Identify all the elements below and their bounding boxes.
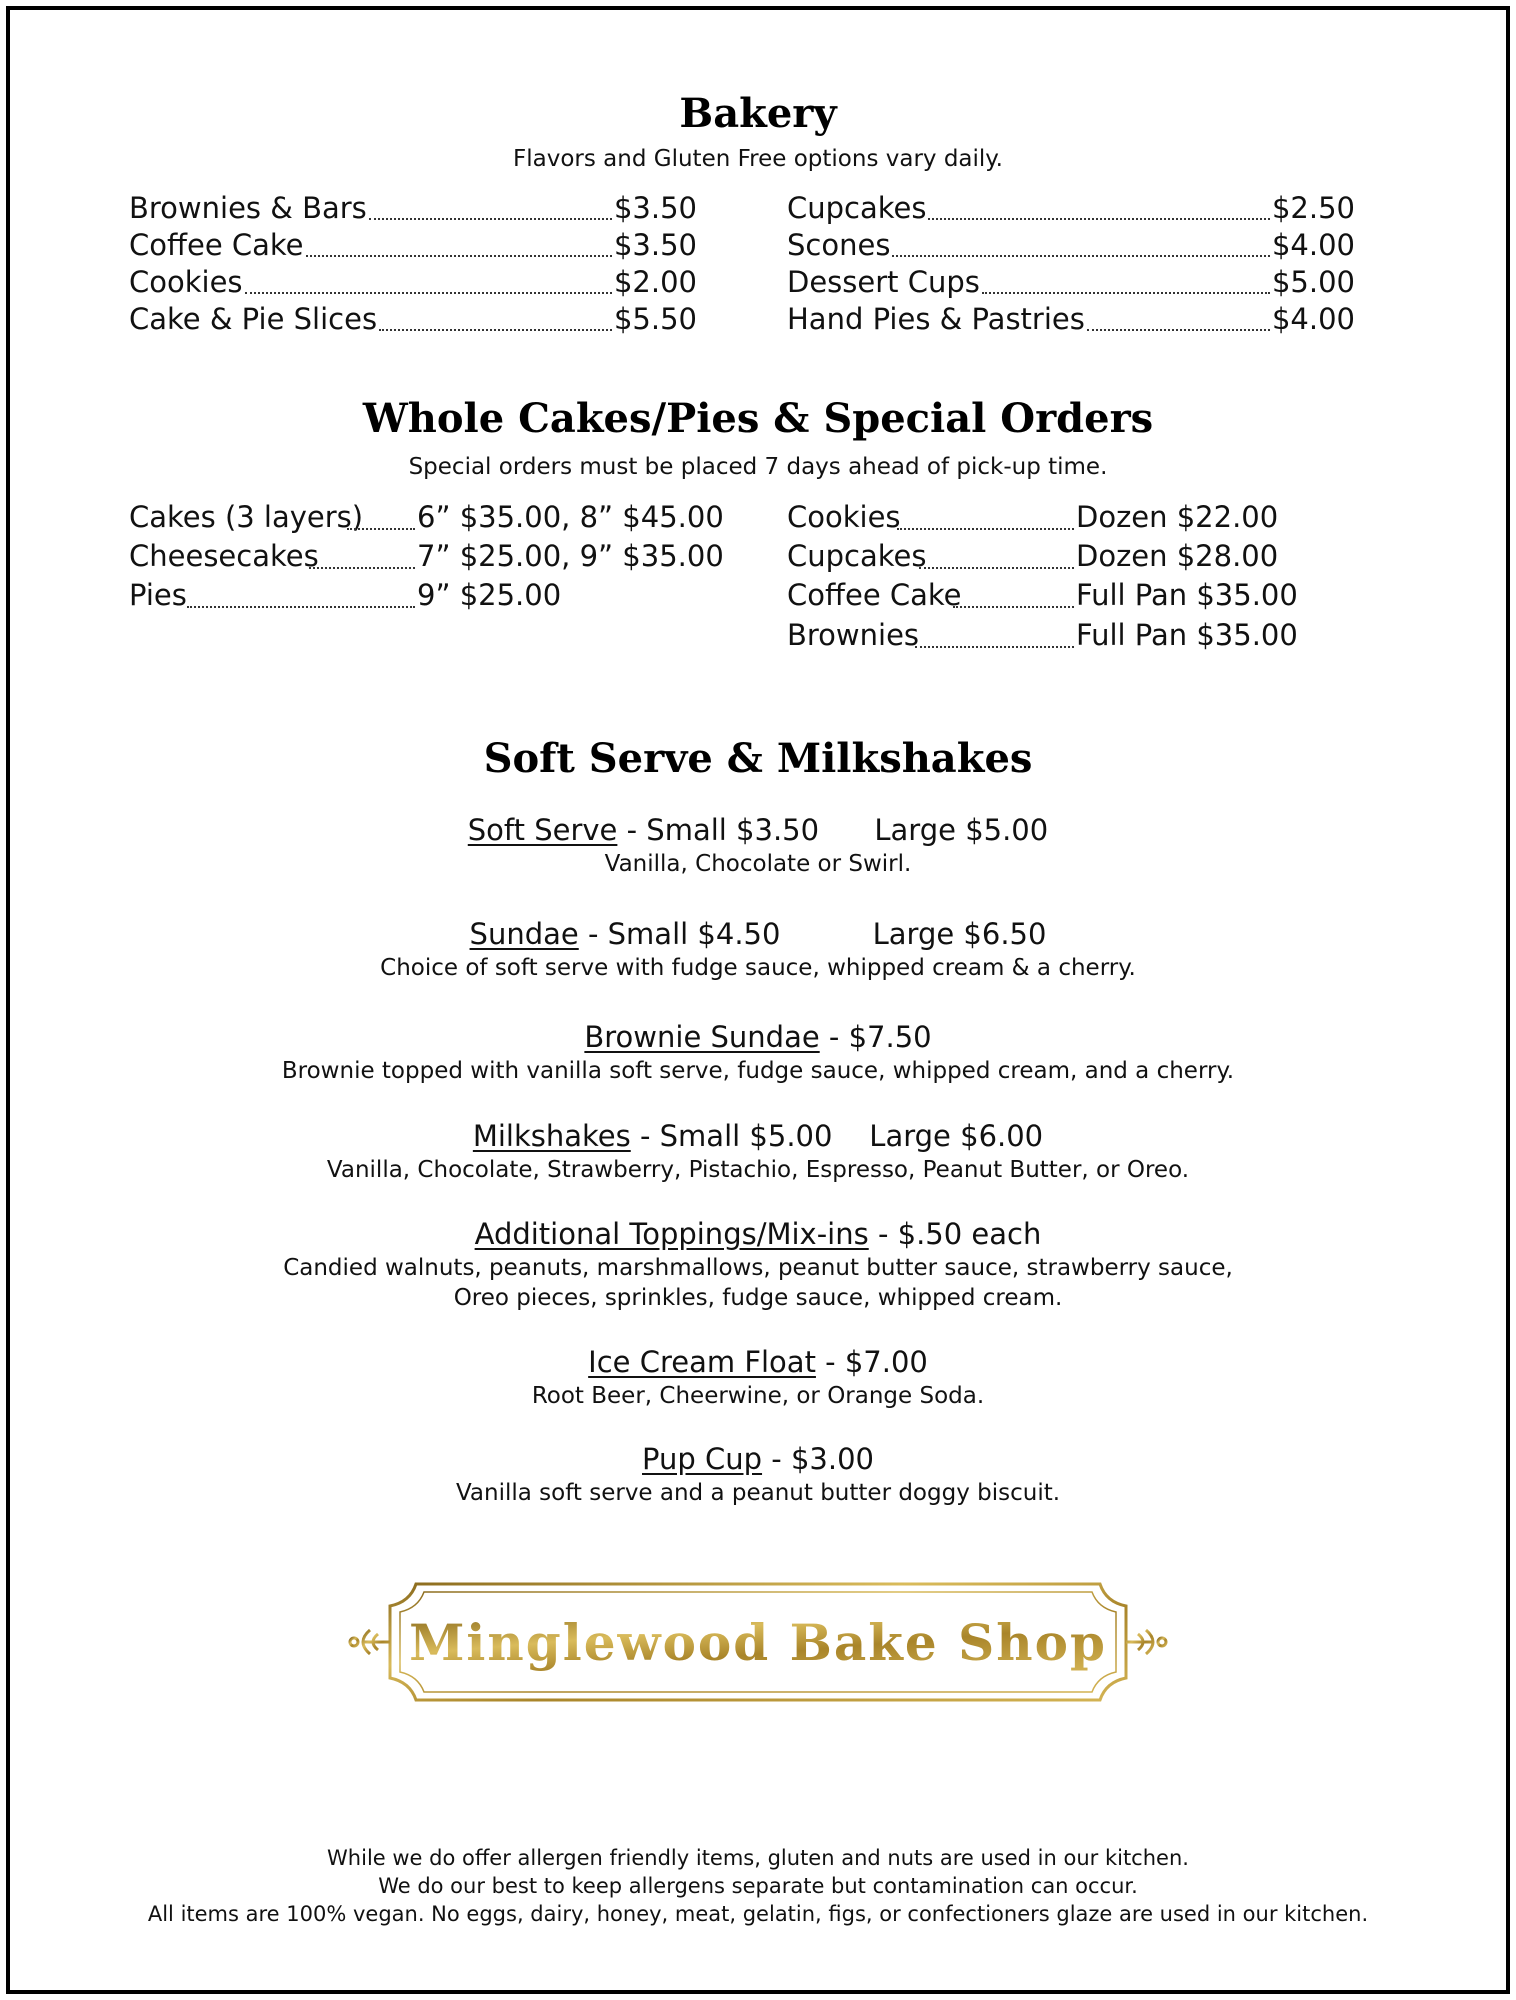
item-price: $5.00 bbox=[1271, 265, 1355, 299]
item-price: $3.50 bbox=[613, 191, 697, 225]
leader-dots bbox=[928, 218, 1270, 220]
bakery-item bbox=[129, 264, 697, 300]
footer-line: While we do offer allergen friendly items, gluten and nuts are used in our kitchen. bbox=[327, 1846, 1189, 1870]
leader-dots bbox=[982, 292, 1270, 294]
item-description: Candied walnuts, peanuts, marshmallows, peanut butter sauce, strawberry sauce, bbox=[283, 1255, 1233, 1281]
item-price: $2.00 bbox=[613, 265, 697, 299]
leader-dots bbox=[309, 567, 415, 569]
item-price: 7” $25.00, 9” $35.00 bbox=[417, 539, 724, 573]
item-price: 6” $35.00, 8” $45.00 bbox=[417, 500, 724, 534]
item-name: Coffee Cake bbox=[129, 228, 304, 262]
bakery-item bbox=[787, 190, 1355, 226]
item-description: Choice of soft serve with fudge sauce, whipped cream & a cherry. bbox=[380, 955, 1136, 981]
item-price: - Small $4.50 Large $6.50 bbox=[578, 917, 1047, 951]
item-price: - $7.00 bbox=[815, 1345, 928, 1379]
item-description-line2: Oreo pieces, sprinkles, fudge sauce, whipped cream. bbox=[453, 1285, 1063, 1311]
item-name: Brownie Sundae bbox=[584, 1020, 820, 1054]
leader-dots bbox=[369, 218, 612, 220]
item-name: Cupcakes bbox=[787, 191, 927, 225]
bakery-subtitle: Flavors and Gluten Free options vary daily. bbox=[513, 146, 1003, 172]
item-name: Additional Toppings/Mix-ins bbox=[474, 1217, 869, 1251]
item-name: Brownies bbox=[787, 618, 920, 652]
softserve-item bbox=[0, 1117, 1516, 1185]
item-price: $4.00 bbox=[1271, 302, 1355, 336]
leader-dots bbox=[347, 528, 415, 530]
bakery-item bbox=[129, 301, 697, 337]
item-description: Root Beer, Cheerwine, or Orange Soda. bbox=[531, 1383, 985, 1409]
item-name: Scones bbox=[787, 228, 891, 262]
item-price: $3.50 bbox=[613, 228, 697, 262]
item-price: - $.50 each bbox=[868, 1217, 1042, 1251]
leader-dots bbox=[919, 567, 1074, 569]
footer-line: We do our best to keep allergens separate but contamination can occur. bbox=[378, 1874, 1138, 1898]
item-name: Ice Cream Float bbox=[588, 1345, 816, 1379]
item-price: $5.50 bbox=[613, 302, 697, 336]
item-price: Full Pan $35.00 bbox=[1076, 578, 1298, 612]
leader-dots bbox=[915, 646, 1074, 648]
special-order-item bbox=[129, 537, 724, 575]
item-name: Milkshakes bbox=[472, 1119, 631, 1153]
leader-dots bbox=[306, 255, 612, 257]
item-price: - Small $3.50 Large $5.00 bbox=[617, 813, 1049, 847]
softserve-item bbox=[0, 1018, 1516, 1086]
bakery-item bbox=[787, 227, 1355, 263]
bakery-item bbox=[129, 190, 697, 226]
bakery-title: Bakery bbox=[679, 90, 837, 137]
special-order-item bbox=[787, 576, 1298, 614]
special-order-item bbox=[787, 537, 1278, 575]
item-name: Pup Cup bbox=[642, 1442, 763, 1476]
footer-line: All items are 100% vegan. No eggs, dairy, honey, meat, gelatin, figs, or confectioners glaze are used in our kitchen. bbox=[147, 1902, 1369, 1926]
special-order-item bbox=[129, 498, 724, 536]
item-name: Cookies bbox=[787, 500, 901, 534]
item-price: - Small $5.00 Large $6.00 bbox=[630, 1119, 1044, 1153]
softserve-item bbox=[0, 1343, 1516, 1411]
item-name: Hand Pies & Pastries bbox=[787, 302, 1085, 336]
leader-dots bbox=[897, 528, 1074, 530]
softserve-item bbox=[0, 1440, 1516, 1508]
item-name: Coffee Cake bbox=[787, 578, 962, 612]
item-name: Cookies bbox=[129, 265, 243, 299]
item-price: Dozen $28.00 bbox=[1076, 539, 1279, 573]
leader-dots bbox=[892, 255, 1270, 257]
leader-dots bbox=[245, 292, 612, 294]
leader-dots bbox=[187, 606, 415, 608]
item-price: $4.00 bbox=[1271, 228, 1355, 262]
whole-subtitle: Special orders must be placed 7 days ahead of pick-up time. bbox=[408, 454, 1108, 480]
item-price: - $3.00 bbox=[762, 1442, 874, 1476]
item-name: Sundae bbox=[469, 917, 579, 951]
item-price: Full Pan $35.00 bbox=[1076, 618, 1298, 652]
leader-dots bbox=[1087, 329, 1270, 331]
leader-dots bbox=[379, 329, 612, 331]
whole-title: Whole Cakes/Pies & Special Orders bbox=[362, 395, 1154, 442]
item-price: 9” $25.00 bbox=[417, 578, 562, 612]
softserve-item bbox=[0, 915, 1516, 983]
item-price: Dozen $22.00 bbox=[1076, 500, 1279, 534]
item-name: Dessert Cups bbox=[787, 265, 980, 299]
softserve-item bbox=[0, 811, 1516, 879]
item-name: Cakes (3 layers) bbox=[129, 500, 364, 534]
bakery-item bbox=[129, 227, 697, 263]
bakery-item bbox=[787, 301, 1355, 337]
bakery-item bbox=[787, 264, 1355, 300]
item-description: Brownie topped with vanilla soft serve, fudge sauce, whipped cream, and a cherry. bbox=[281, 1058, 1235, 1084]
item-description: Vanilla soft serve and a peanut butter doggy biscuit. bbox=[455, 1480, 1061, 1506]
item-price: - $7.50 bbox=[819, 1020, 932, 1054]
item-description: Vanilla, Chocolate or Swirl. bbox=[604, 851, 912, 877]
item-name: Cheesecakes bbox=[129, 539, 319, 573]
allergen-notice bbox=[0, 1844, 1516, 1928]
leader-dots bbox=[953, 606, 1074, 608]
special-order-item bbox=[129, 576, 561, 614]
item-description: Vanilla, Chocolate, Strawberry, Pistachio, Espresso, Peanut Butter, or Oreo. bbox=[326, 1157, 1190, 1183]
special-order-item bbox=[787, 498, 1278, 536]
item-price: $2.50 bbox=[1271, 191, 1355, 225]
softserve-title: Soft Serve & Milkshakes bbox=[483, 735, 1033, 782]
item-name: Cupcakes bbox=[787, 539, 927, 573]
shop-logo bbox=[346, 1578, 1170, 1706]
logo-frame-graphic bbox=[346, 1578, 1170, 1706]
item-name: Brownies & Bars bbox=[129, 191, 367, 225]
softserve-item bbox=[0, 1215, 1516, 1313]
item-name: Pies bbox=[129, 578, 187, 612]
special-order-item bbox=[787, 616, 1298, 654]
item-name: Soft Serve bbox=[467, 813, 618, 847]
logo-text: Minglewood Bake Shop bbox=[409, 1613, 1107, 1672]
item-name: Cake & Pie Slices bbox=[129, 302, 378, 336]
